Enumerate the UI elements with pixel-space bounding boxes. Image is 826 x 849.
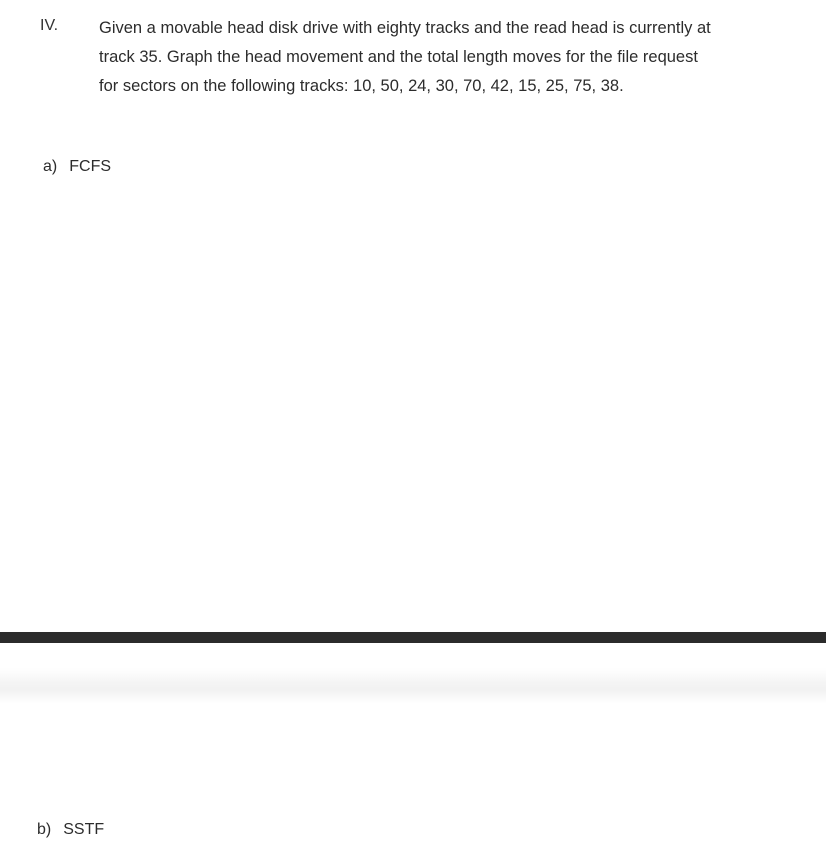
question-line-2: track 35. Graph the head movement and the total length moves for the file request: [99, 48, 698, 66]
question-number: IV.: [40, 17, 59, 34]
scan-smudge: [0, 668, 826, 704]
part-b-letter: b): [37, 821, 52, 838]
part-b-label: SSTF: [63, 821, 105, 838]
question-line-1: Given a movable head disk drive with eighty tracks and the read head is currently at: [99, 19, 711, 37]
scan-divider-bar: [0, 632, 826, 643]
part-a-label: FCFS: [69, 158, 112, 175]
question-text: [99, 14, 799, 101]
part-b-heading: [37, 821, 104, 839]
question-line-3: for sectors on the following tracks: 10, 50, 24, 30, 70, 42, 15, 25, 75, 38.: [99, 77, 624, 95]
part-a-heading: [43, 158, 111, 176]
part-a-letter: a): [43, 158, 58, 175]
